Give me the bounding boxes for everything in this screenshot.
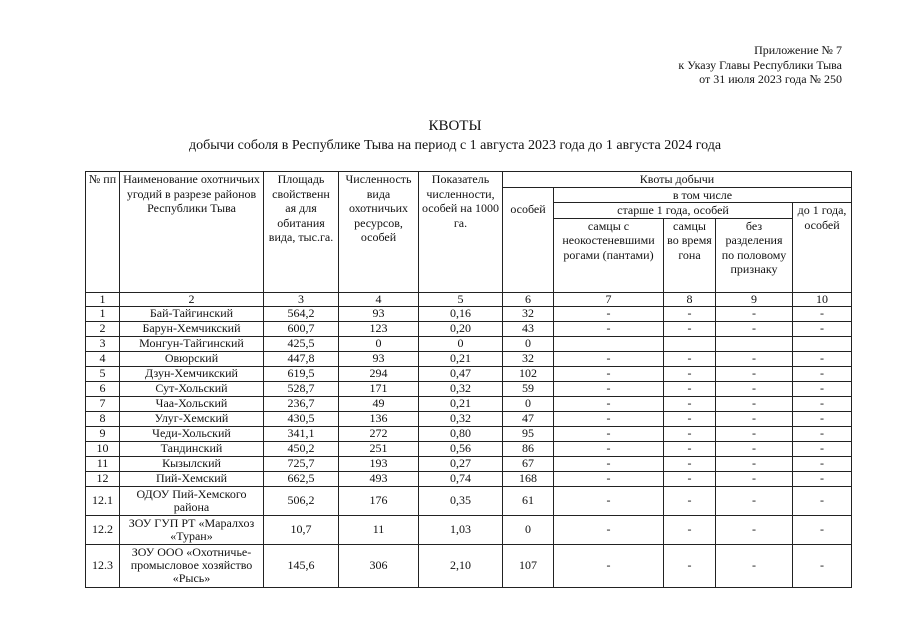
- row-number: 5: [86, 366, 120, 381]
- row-population: 251: [339, 441, 419, 456]
- row-number: 4: [86, 351, 120, 366]
- row-index: 0,74: [419, 471, 503, 486]
- row-name: ЗОУ ГУП РТ «Маралхоз «Туран»: [120, 515, 264, 544]
- table-row: [86, 396, 852, 411]
- appendix-block: [542, 43, 842, 87]
- row-index: 0,20: [419, 321, 503, 336]
- row-quota: 107: [503, 544, 554, 587]
- row-name: Сут-Хольский: [120, 381, 264, 396]
- row-under1: -: [793, 321, 852, 336]
- row-no-sex: -: [716, 351, 793, 366]
- header-index: Показатель численности, особей на 1000 га.: [419, 172, 503, 293]
- row-area: 725,7: [264, 456, 339, 471]
- row-population: 0: [339, 336, 419, 351]
- row-index: 0,47: [419, 366, 503, 381]
- row-under1: -: [793, 426, 852, 441]
- row-name: Чаа-Хольский: [120, 396, 264, 411]
- row-males-antlers: -: [554, 426, 664, 441]
- row-number: 8: [86, 411, 120, 426]
- row-quota: 32: [503, 351, 554, 366]
- row-quota: 67: [503, 456, 554, 471]
- row-quota: 47: [503, 411, 554, 426]
- row-population: 136: [339, 411, 419, 426]
- row-males-antlers: -: [554, 411, 664, 426]
- row-under1: -: [793, 515, 852, 544]
- row-name: Бай-Тайгинский: [120, 306, 264, 321]
- quota-table: [85, 171, 852, 588]
- row-no-sex: -: [716, 321, 793, 336]
- row-males-rut: -: [664, 366, 716, 381]
- row-males-antlers: -: [554, 381, 664, 396]
- header-males-rut: самцы во время гона: [664, 218, 716, 292]
- row-area: 662,5: [264, 471, 339, 486]
- colnum-4: 4: [339, 292, 419, 306]
- row-area: 619,5: [264, 366, 339, 381]
- row-name: Овюрский: [120, 351, 264, 366]
- row-name: Барун-Хемчикский: [120, 321, 264, 336]
- colnum-7: 7: [554, 292, 664, 306]
- row-under1: -: [793, 471, 852, 486]
- header-individuals: особей: [503, 187, 554, 292]
- row-name: Монгун-Тайгинский: [120, 336, 264, 351]
- table-row: [86, 486, 852, 515]
- row-number: 2: [86, 321, 120, 336]
- row-name: ОДОУ Пий-Хемского района: [120, 486, 264, 515]
- quota-table-body: [86, 306, 852, 587]
- table-row: [86, 306, 852, 321]
- row-population: 272: [339, 426, 419, 441]
- header-no: № пп: [86, 172, 120, 293]
- row-under1: -: [793, 306, 852, 321]
- header-quotas: Квоты добычи: [503, 172, 852, 188]
- row-number: 1: [86, 306, 120, 321]
- row-quota: 168: [503, 471, 554, 486]
- table-row: [86, 321, 852, 336]
- row-males-antlers: -: [554, 306, 664, 321]
- row-males-rut: -: [664, 441, 716, 456]
- row-area: 447,8: [264, 351, 339, 366]
- row-index: 0,56: [419, 441, 503, 456]
- table-row: [86, 441, 852, 456]
- row-under1: -: [793, 456, 852, 471]
- header-no-sex: без разделения по половому признаку: [716, 218, 793, 292]
- table-row: [86, 366, 852, 381]
- row-number: 12.2: [86, 515, 120, 544]
- row-area: 145,6: [264, 544, 339, 587]
- table-row: [86, 515, 852, 544]
- row-quota: 0: [503, 336, 554, 351]
- row-area: 430,5: [264, 411, 339, 426]
- row-area: 506,2: [264, 486, 339, 515]
- row-males-rut: -: [664, 486, 716, 515]
- row-no-sex: -: [716, 441, 793, 456]
- row-population: 49: [339, 396, 419, 411]
- row-population: 123: [339, 321, 419, 336]
- header-older: старше 1 года, особей: [554, 203, 793, 219]
- row-index: 0,80: [419, 426, 503, 441]
- row-population: 193: [339, 456, 419, 471]
- row-index: 0: [419, 336, 503, 351]
- row-number: 3: [86, 336, 120, 351]
- row-quota: 0: [503, 515, 554, 544]
- header-area: Площадь свойственн ая для обитания вида, тыс.га.: [264, 172, 339, 293]
- row-males-antlers: -: [554, 456, 664, 471]
- row-males-rut: -: [664, 306, 716, 321]
- row-number: 12: [86, 471, 120, 486]
- colnum-9: 9: [716, 292, 793, 306]
- row-population: 294: [339, 366, 419, 381]
- row-index: 1,03: [419, 515, 503, 544]
- row-area: 564,2: [264, 306, 339, 321]
- row-under1: -: [793, 544, 852, 587]
- row-name: Улуг-Хемский: [120, 411, 264, 426]
- table-row: [86, 336, 852, 351]
- row-males-rut: -: [664, 515, 716, 544]
- row-under1: -: [793, 441, 852, 456]
- header-name: Наименование охотничьих угодий в разрезе районов Республики Тыва: [120, 172, 264, 293]
- row-quota: 86: [503, 441, 554, 456]
- row-males-rut: -: [664, 544, 716, 587]
- row-no-sex: -: [716, 515, 793, 544]
- row-under1: -: [793, 411, 852, 426]
- colnum-6: 6: [503, 292, 554, 306]
- table-row: [86, 381, 852, 396]
- row-males-antlers: -: [554, 515, 664, 544]
- row-number: 10: [86, 441, 120, 456]
- colnum-8: 8: [664, 292, 716, 306]
- row-number: 7: [86, 396, 120, 411]
- row-under1: -: [793, 486, 852, 515]
- colnum-10: 10: [793, 292, 852, 306]
- row-quota: 59: [503, 381, 554, 396]
- row-males-rut: -: [664, 381, 716, 396]
- row-males-antlers: -: [554, 351, 664, 366]
- header-under1: до 1 года, особей: [793, 203, 852, 293]
- row-no-sex: -: [716, 544, 793, 587]
- row-index: 0,32: [419, 381, 503, 396]
- row-name: Тандинский: [120, 441, 264, 456]
- row-no-sex: -: [716, 306, 793, 321]
- row-males-antlers: -: [554, 471, 664, 486]
- row-name: Кызылский: [120, 456, 264, 471]
- row-males-rut: -: [664, 351, 716, 366]
- row-number: 9: [86, 426, 120, 441]
- row-number: 6: [86, 381, 120, 396]
- row-name: ЗОУ ООО «Охотничье-промысловое хозяйство «Рысь»: [120, 544, 264, 587]
- row-males-rut: -: [664, 321, 716, 336]
- row-males-antlers: -: [554, 486, 664, 515]
- row-number: 12.1: [86, 486, 120, 515]
- appendix-line-2: к Указу Главы Республики Тыва: [678, 57, 842, 72]
- row-area: 528,7: [264, 381, 339, 396]
- row-area: 10,7: [264, 515, 339, 544]
- document-subtitle: добычи соболя в Республике Тыва на период с 1 августа 2023 года до 1 августа 2024 года: [188, 138, 722, 153]
- row-no-sex: -: [716, 471, 793, 486]
- row-population: 93: [339, 351, 419, 366]
- appendix-line-3: от 31 июля 2023 года № 250: [699, 72, 842, 86]
- row-name: Пий-Хемский: [120, 471, 264, 486]
- header-including: в том числе: [554, 187, 852, 203]
- document-title: КВОТЫ: [428, 118, 482, 134]
- row-population: 11: [339, 515, 419, 544]
- row-males-rut: -: [664, 426, 716, 441]
- row-population: 493: [339, 471, 419, 486]
- table-row: [86, 471, 852, 486]
- appendix-line-1: Приложение № 7: [754, 43, 842, 57]
- row-quota: 102: [503, 366, 554, 381]
- colnum-5: 5: [419, 292, 503, 306]
- row-no-sex: -: [716, 486, 793, 515]
- row-number: 12.3: [86, 544, 120, 587]
- row-no-sex: -: [716, 366, 793, 381]
- row-under1: -: [793, 366, 852, 381]
- row-under1: [793, 336, 852, 351]
- row-population: 176: [339, 486, 419, 515]
- row-males-rut: -: [664, 471, 716, 486]
- row-number: 11: [86, 456, 120, 471]
- row-males-antlers: [554, 336, 664, 351]
- row-index: 0,21: [419, 351, 503, 366]
- row-no-sex: -: [716, 381, 793, 396]
- row-no-sex: [716, 336, 793, 351]
- row-under1: -: [793, 381, 852, 396]
- row-area: 425,5: [264, 336, 339, 351]
- row-males-antlers: -: [554, 321, 664, 336]
- table-row: [86, 456, 852, 471]
- row-quota: 61: [503, 486, 554, 515]
- row-index: 0,35: [419, 486, 503, 515]
- row-quota: 32: [503, 306, 554, 321]
- row-population: 306: [339, 544, 419, 587]
- row-under1: -: [793, 396, 852, 411]
- row-no-sex: -: [716, 456, 793, 471]
- row-index: 0,27: [419, 456, 503, 471]
- row-males-rut: -: [664, 456, 716, 471]
- row-population: 93: [339, 306, 419, 321]
- row-area: 236,7: [264, 396, 339, 411]
- table-row: [86, 544, 852, 587]
- row-no-sex: -: [716, 411, 793, 426]
- row-quota: 43: [503, 321, 554, 336]
- row-males-antlers: -: [554, 544, 664, 587]
- row-males-antlers: -: [554, 366, 664, 381]
- colnum-1: 1: [86, 292, 120, 306]
- row-index: 0,16: [419, 306, 503, 321]
- row-population: 171: [339, 381, 419, 396]
- row-males-rut: -: [664, 396, 716, 411]
- table-row: [86, 351, 852, 366]
- row-index: 2,10: [419, 544, 503, 587]
- header-population: Численность вида охотничьих ресурсов, особей: [339, 172, 419, 293]
- row-males-rut: -: [664, 411, 716, 426]
- row-males-antlers: -: [554, 396, 664, 411]
- row-quota: 95: [503, 426, 554, 441]
- row-under1: -: [793, 351, 852, 366]
- row-area: 450,2: [264, 441, 339, 456]
- row-area: 341,1: [264, 426, 339, 441]
- row-males-rut: [664, 336, 716, 351]
- row-name: Чеди-Хольский: [120, 426, 264, 441]
- row-quota: 0: [503, 396, 554, 411]
- row-area: 600,7: [264, 321, 339, 336]
- header-males-antlers: самцы с неокостеневшими рогами (пантами): [554, 218, 664, 292]
- table-row: [86, 426, 852, 441]
- row-no-sex: -: [716, 426, 793, 441]
- row-name: Дзун-Хемчикский: [120, 366, 264, 381]
- colnum-3: 3: [264, 292, 339, 306]
- row-no-sex: -: [716, 396, 793, 411]
- row-males-antlers: -: [554, 441, 664, 456]
- row-index: 0,21: [419, 396, 503, 411]
- colnum-2: 2: [120, 292, 264, 306]
- table-row: [86, 411, 852, 426]
- row-index: 0,32: [419, 411, 503, 426]
